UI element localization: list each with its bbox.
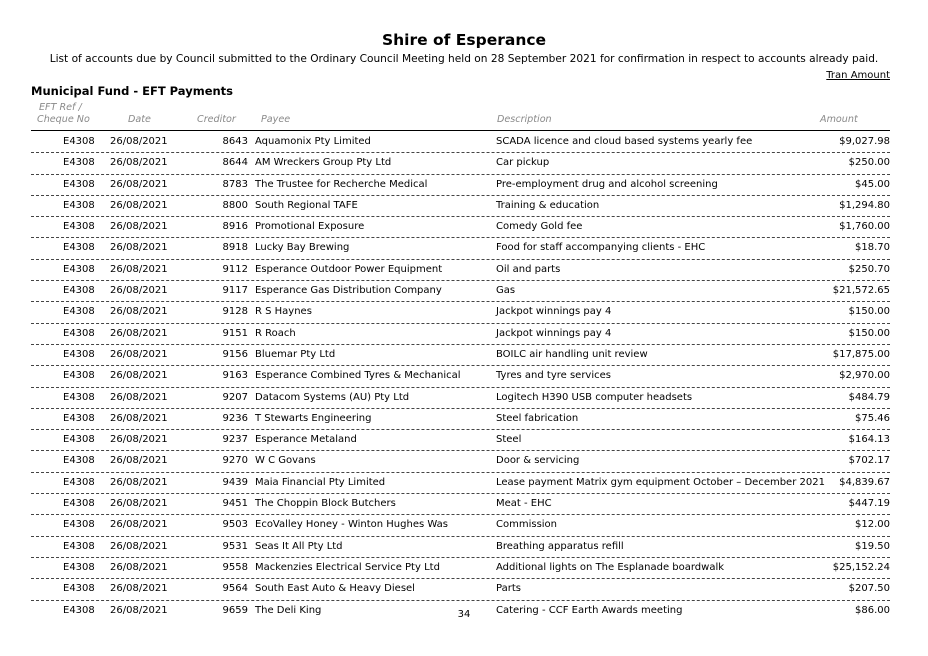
cell-payee: The Deli King [255, 604, 322, 616]
cell-ref: E4308 [63, 519, 95, 531]
cell-creditor: 9151 [222, 327, 248, 339]
cell-amount: $484.79 [848, 391, 890, 403]
cell-description: Lease payment Matrix gym equipment October – December 2021 [496, 476, 825, 488]
cell-amount: $250.70 [848, 263, 890, 275]
cell-payee: W C Govans [255, 455, 316, 467]
header-amount: Amount [820, 114, 858, 125]
cell-ref: E4308 [63, 306, 95, 318]
cell-creditor: 8916 [222, 221, 248, 233]
cell-payee: T Stewarts Engineering [255, 412, 372, 424]
cell-payee: The Trustee for Recherche Medical [255, 178, 428, 190]
cell-ref: E4308 [63, 434, 95, 446]
cell-date: 26/08/2021 [110, 178, 168, 190]
cell-payee: Esperance Combined Tyres & Mechanical [255, 370, 461, 382]
cell-ref: E4308 [63, 604, 95, 616]
cell-creditor: 9270 [222, 455, 248, 467]
cell-ref: E4308 [63, 391, 95, 403]
cell-payee: South Regional TAFE [255, 199, 358, 211]
cell-payee: Lucky Bay Brewing [255, 242, 350, 254]
cell-description: Comedy Gold fee [496, 221, 583, 233]
cell-creditor: 9117 [222, 285, 248, 297]
cell-payee: R Roach [255, 327, 296, 339]
table-row [31, 409, 890, 430]
header-date: Date [128, 114, 151, 125]
table-row [31, 217, 890, 238]
cell-payee: Esperance Outdoor Power Equipment [255, 263, 443, 275]
cell-creditor: 9236 [222, 412, 248, 424]
cell-ref: E4308 [63, 348, 95, 360]
cell-ref: E4308 [63, 242, 95, 254]
cell-description: Logitech H390 USB computer headsets [496, 391, 693, 403]
cell-amount: $45.00 [855, 178, 890, 190]
cell-amount: $164.13 [848, 434, 890, 446]
cell-ref: E4308 [63, 540, 95, 552]
table-row [31, 238, 890, 259]
cell-ref: E4308 [63, 157, 95, 169]
cell-amount: $17,875.00 [832, 348, 890, 360]
cell-date: 26/08/2021 [110, 157, 168, 169]
cell-payee: Esperance Metaland [255, 434, 357, 446]
cell-creditor: 8783 [222, 178, 248, 190]
cell-creditor: 8643 [222, 136, 248, 147]
cell-ref: E4308 [63, 285, 95, 297]
cell-description: Pre-employment drug and alcohol screening [496, 178, 718, 190]
cell-amount: $12.00 [855, 519, 890, 531]
cell-payee: South East Auto & Heavy Diesel [255, 583, 415, 595]
cell-description: Breathing apparatus refill [496, 540, 624, 552]
cell-creditor: 9237 [222, 434, 248, 446]
cell-creditor: 9207 [222, 391, 248, 403]
cell-description: Tyres and tyre services [496, 370, 611, 382]
cell-date: 26/08/2021 [110, 263, 168, 275]
cell-creditor: 9163 [222, 370, 248, 382]
cell-ref: E4308 [63, 370, 95, 382]
cell-date: 26/08/2021 [110, 136, 168, 147]
cell-description: Door & servicing [496, 455, 580, 467]
cell-description: Food for staff accompanying clients - EHC [496, 242, 706, 254]
table-row [31, 451, 890, 472]
cell-ref: E4308 [63, 221, 95, 233]
cell-creditor: 9112 [222, 263, 248, 275]
cell-creditor: 9439 [222, 476, 248, 488]
cell-description: Jackpot winnings pay 4 [496, 306, 612, 318]
cell-ref: E4308 [63, 412, 95, 424]
table-row [31, 473, 890, 494]
table-row [31, 260, 890, 281]
cell-date: 26/08/2021 [110, 285, 168, 297]
header-creditor: Creditor [197, 114, 236, 125]
cell-date: 26/08/2021 [110, 306, 168, 318]
header-payee: Payee [261, 114, 291, 125]
cell-date: 26/08/2021 [110, 221, 168, 233]
payments-table [31, 132, 890, 621]
cell-description: Gas [496, 285, 516, 297]
cell-date: 26/08/2021 [110, 370, 168, 382]
cell-date: 26/08/2021 [110, 242, 168, 254]
cell-description: Oil and parts [496, 263, 561, 275]
cell-description: Commission [496, 519, 558, 531]
cell-ref: E4308 [63, 498, 95, 510]
cell-payee: Mackenzies Electrical Service Pty Ltd [255, 561, 440, 573]
header-description: Description [497, 114, 552, 125]
cell-payee: The Choppin Block Butchers [255, 498, 396, 510]
cell-date: 26/08/2021 [110, 348, 168, 360]
table-row [31, 430, 890, 451]
cell-description: SCADA licence and cloud based systems yearly fee [496, 136, 753, 147]
cell-payee: Aquamonix Pty Limited [255, 136, 371, 147]
cell-ref: E4308 [63, 583, 95, 595]
table-row [31, 324, 890, 345]
cell-creditor: 9156 [222, 348, 248, 360]
cell-amount: $1,294.80 [839, 199, 890, 211]
cell-creditor: 9451 [222, 498, 248, 510]
cell-amount: $150.00 [848, 306, 890, 318]
cell-creditor: 9558 [222, 561, 248, 573]
table-row [31, 196, 890, 217]
page-title: Shire of Esperance [381, 31, 547, 49]
cell-amount: $9,027.98 [839, 136, 890, 147]
table-row [31, 345, 890, 366]
cell-payee: Esperance Gas Distribution Company [255, 285, 442, 297]
cell-date: 26/08/2021 [110, 391, 168, 403]
header-divider [31, 130, 890, 131]
cell-creditor: 9564 [222, 583, 248, 595]
cell-description: Jackpot winnings pay 4 [496, 327, 612, 339]
table-row [31, 537, 890, 558]
cell-amount: $2,970.00 [839, 370, 890, 382]
cell-amount: $21,572.65 [832, 285, 890, 297]
cell-ref: E4308 [63, 476, 95, 488]
cell-amount: $19.50 [855, 540, 890, 552]
cell-creditor: 9503 [222, 519, 248, 531]
cell-payee: EcoValley Honey - Winton Hughes Was [255, 519, 448, 531]
cell-amount: $447.19 [848, 498, 890, 510]
cell-description: Additional lights on The Esplanade boardwalk [496, 561, 725, 573]
cell-description: Steel fabrication [496, 412, 579, 424]
cell-date: 26/08/2021 [110, 476, 168, 488]
cell-description: Training & education [496, 199, 600, 211]
fund-title: Municipal Fund - EFT Payments [31, 84, 234, 98]
cell-payee: Datacom Systems (AU) Pty Ltd [255, 391, 410, 403]
cell-amount: $86.00 [855, 604, 890, 616]
cell-date: 26/08/2021 [110, 498, 168, 510]
cell-amount: $75.46 [855, 412, 890, 424]
cell-description: Car pickup [496, 157, 550, 169]
table-row [31, 388, 890, 409]
cell-date: 26/08/2021 [110, 327, 168, 339]
cell-payee: AM Wreckers Group Pty Ltd [255, 157, 392, 169]
cell-date: 26/08/2021 [110, 561, 168, 573]
cell-description: Meat - EHC [496, 498, 552, 510]
cell-creditor: 8918 [222, 242, 248, 254]
table-row [31, 494, 890, 515]
cell-description: Catering - CCF Earth Awards meeting [496, 604, 683, 616]
table-row [31, 558, 890, 579]
table-row [31, 175, 890, 196]
cell-date: 26/08/2021 [110, 604, 168, 616]
cell-date: 26/08/2021 [110, 540, 168, 552]
cell-amount: $150.00 [848, 327, 890, 339]
cell-amount: $18.70 [855, 242, 890, 254]
table-row [31, 302, 890, 323]
cell-date: 26/08/2021 [110, 434, 168, 446]
cell-payee: Promotional Exposure [255, 221, 365, 233]
cell-date: 26/08/2021 [110, 519, 168, 531]
table-row [31, 579, 890, 600]
cell-creditor: 9659 [222, 604, 248, 616]
cell-ref: E4308 [63, 561, 95, 573]
table-row [31, 153, 890, 174]
cell-date: 26/08/2021 [110, 199, 168, 211]
cell-amount: $250.00 [848, 157, 890, 169]
cell-ref: E4308 [63, 455, 95, 467]
cell-date: 26/08/2021 [110, 455, 168, 467]
cell-payee: Bluemar Pty Ltd [255, 348, 336, 360]
cell-amount: $25,152.24 [832, 561, 890, 573]
page-number: 34 [457, 609, 471, 620]
cell-creditor: 9128 [222, 306, 248, 318]
table-row [31, 366, 890, 387]
cell-ref: E4308 [63, 178, 95, 190]
cell-amount: $1,760.00 [839, 221, 890, 233]
cell-payee: Maia Financial Pty Limited [255, 476, 386, 488]
table-row [31, 515, 890, 536]
cell-ref: E4308 [63, 136, 95, 147]
cell-amount: $207.50 [848, 583, 890, 595]
cell-ref: E4308 [63, 199, 95, 211]
header-ref-line1: EFT Ref / [39, 102, 82, 113]
cell-description: Steel [496, 434, 522, 446]
cell-date: 26/08/2021 [110, 412, 168, 424]
cell-ref: E4308 [63, 263, 95, 275]
cell-payee: Seas It All Pty Ltd [255, 540, 343, 552]
cell-creditor: 8644 [222, 157, 248, 169]
cell-ref: E4308 [63, 327, 95, 339]
cell-description: BOILC air handling unit review [496, 348, 648, 360]
cell-amount: $4,839.67 [839, 476, 890, 488]
page-subtitle: List of accounts due by Council submitted to the Ordinary Council Meeting held on 28 September 2021 for confirmation in respect to accounts already paid. [49, 53, 879, 65]
cell-creditor: 9531 [222, 540, 248, 552]
cell-description: Parts [496, 583, 521, 595]
cell-amount: $702.17 [848, 455, 890, 467]
table-row [31, 281, 890, 302]
cell-payee: R S Haynes [255, 306, 312, 318]
table-row [31, 132, 890, 153]
cell-creditor: 8800 [222, 199, 248, 211]
tran-amount-label: Tran Amount [826, 70, 890, 81]
cell-date: 26/08/2021 [110, 583, 168, 595]
header-ref-line2: Cheque No [37, 114, 90, 125]
